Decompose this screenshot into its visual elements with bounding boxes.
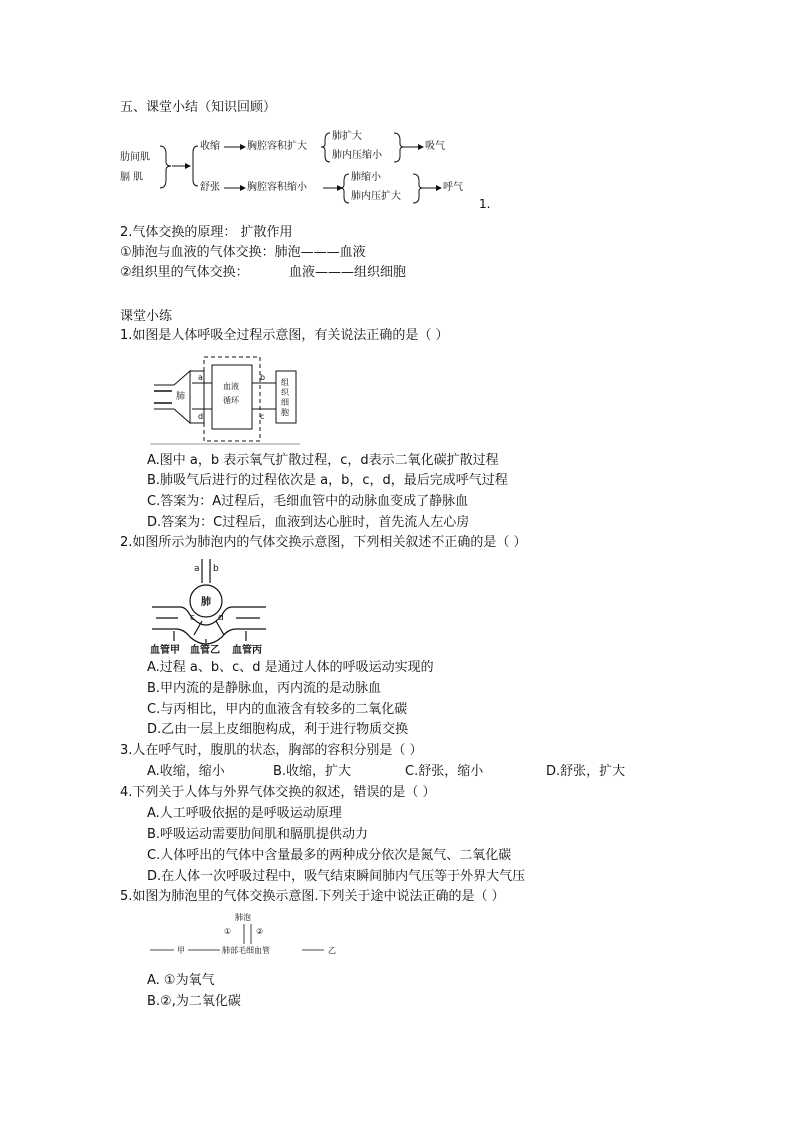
q3-option-d: D.舒张，扩大	[546, 764, 626, 779]
chest-expand-label: 胸腔容积扩大	[247, 141, 307, 152]
q1-lung-label: 肺	[176, 392, 186, 402]
muscle-label-2: 膈 肌	[120, 172, 144, 183]
q3-option-a: A.收缩，缩小	[147, 764, 225, 779]
summary-heading: 五、课堂小结（知识回顾）	[120, 100, 277, 115]
q3-option-b: B.收缩，扩大	[273, 764, 352, 779]
q5-option-b: B.②,为二氧化碳	[147, 994, 241, 1009]
q2-label-c: c	[190, 613, 195, 623]
q2-option-c: C.与丙相比，甲内的血液含有较多的二氧化碳	[147, 702, 408, 717]
q2-label-a: a	[194, 564, 200, 574]
exchange-line-1: ①肺泡与血液的气体交换：肺泡———血液	[120, 245, 366, 260]
q1-stem: 1.如图是人体呼吸全过程示意图，有关说法正确的是（ ）	[120, 328, 449, 343]
q4-option-b: B.呼吸运动需要肋间肌和膈肌提供动力	[147, 827, 369, 842]
q1-label-a: a	[198, 373, 203, 382]
q4-option-a: A.人工呼吸依据的是呼吸运动原理	[147, 806, 342, 821]
q2-label-b: b	[213, 564, 219, 574]
relax-label: 舒张	[200, 182, 220, 193]
q1-cell-label-1: 组	[281, 378, 289, 387]
q1-option-a: A.图中 a，b 表示氧气扩散过程，c，d表示二氧化碳扩散过程	[147, 453, 499, 468]
contract-label: 收缩	[200, 141, 220, 152]
pressure-up-label: 肺内压扩大	[351, 191, 401, 202]
exchange-line-2-value: 血液———组织细胞	[289, 265, 407, 280]
q5-exchange-figure	[148, 910, 368, 960]
q1-label-d: d	[198, 412, 204, 421]
q4-option-c: C.人体呼出的气体中含量最多的两种成分依次是氮气、二氧化碳	[147, 848, 512, 863]
q5-option-a: A. ①为氧气	[147, 973, 215, 988]
q1-option-c: C.答案为：A过程后，毛细血管中的动脉血变成了静脉血	[147, 494, 469, 509]
q5-jia-label: 甲	[177, 946, 185, 955]
inhale-label: 吸气	[425, 141, 445, 152]
flow-arrows	[0, 0, 794, 220]
q2-vessel-label-1: 血管甲	[150, 645, 180, 656]
q2-option-b: B.甲内流的是静脉血，丙内流的是动脉血	[147, 681, 382, 696]
q2-label-d: d	[218, 613, 224, 623]
lung-expand-label: 肺扩大	[332, 131, 362, 142]
q1-blood-label-1: 血液	[223, 382, 239, 391]
q2-alveolus-figure	[150, 557, 270, 657]
q5-capillary-label: 肺部毛细血管	[222, 946, 270, 955]
q2-stem: 2.如图所示为肺泡内的气体交换示意图，下列相关叙述不正确的是（ ）	[120, 535, 527, 550]
q1-label-b: b	[260, 373, 266, 382]
exhale-label: 呼气	[443, 182, 463, 193]
q1-blood-label-2: 循环	[223, 396, 239, 405]
q2-option-a: A.过程 a、b、c、d 是通过人体的呼吸运动实现的	[147, 660, 434, 675]
q1-cell-label-4: 胞	[281, 408, 289, 417]
q4-stem: 4.下列关于人体与外界气体交换的叙述，错误的是（ ）	[120, 785, 436, 800]
muscle-label-1: 肋间肌	[120, 152, 150, 163]
chest-shrink-label: 胸腔容积缩小	[247, 182, 307, 193]
q1-cell-label-3: 细	[281, 398, 289, 407]
q1-respiration-figure	[150, 353, 300, 445]
pressure-down-label: 肺内压缩小	[332, 150, 382, 161]
q3-stem: 3.人在呼气时，腹肌的状态，胸部的容积分别是（ ）	[120, 743, 423, 758]
q2-alveolus-label: 肺	[201, 597, 211, 608]
note-number: 1.	[479, 197, 491, 211]
q4-option-d: D.在人体一次呼吸过程中，吸气结束瞬间肺内气压等于外界大气压	[147, 869, 526, 884]
q1-cell-label-2: 织	[281, 388, 289, 397]
q1-option-b: B.肺吸气后进行的过程依次是 a，b，c，d，最后完成呼气过程	[147, 473, 508, 488]
q1-label-c: c	[260, 412, 265, 421]
q1-option-d: D.答案为：C过程后，血液到达心脏时，首先流人左心房	[147, 515, 470, 530]
lung-shrink-label: 肺缩小	[351, 172, 381, 183]
q5-yi-label: 乙	[328, 946, 336, 955]
q5-stem: 5.如图为肺泡里的气体交换示意图.下列关于途中说法正确的是（ ）	[120, 889, 505, 904]
exchange-line-2-label: ②组织里的气体交换：	[120, 265, 249, 280]
practice-heading: 课堂小练	[120, 309, 173, 324]
q5-number-1: ①	[224, 927, 232, 936]
q3-option-c: C.舒张，缩小	[405, 764, 484, 779]
q2-option-d: D.乙由一层上皮细胞构成，利于进行物质交换	[147, 722, 409, 737]
q2-vessel-label-2: 血管乙	[190, 645, 220, 656]
principle-line: 2.气体交换的原理： 扩散作用	[120, 225, 293, 240]
q5-alveolus-label: 肺泡	[235, 913, 251, 922]
q2-vessel-label-3: 血管丙	[232, 645, 262, 656]
q5-number-2: ②	[256, 927, 264, 936]
